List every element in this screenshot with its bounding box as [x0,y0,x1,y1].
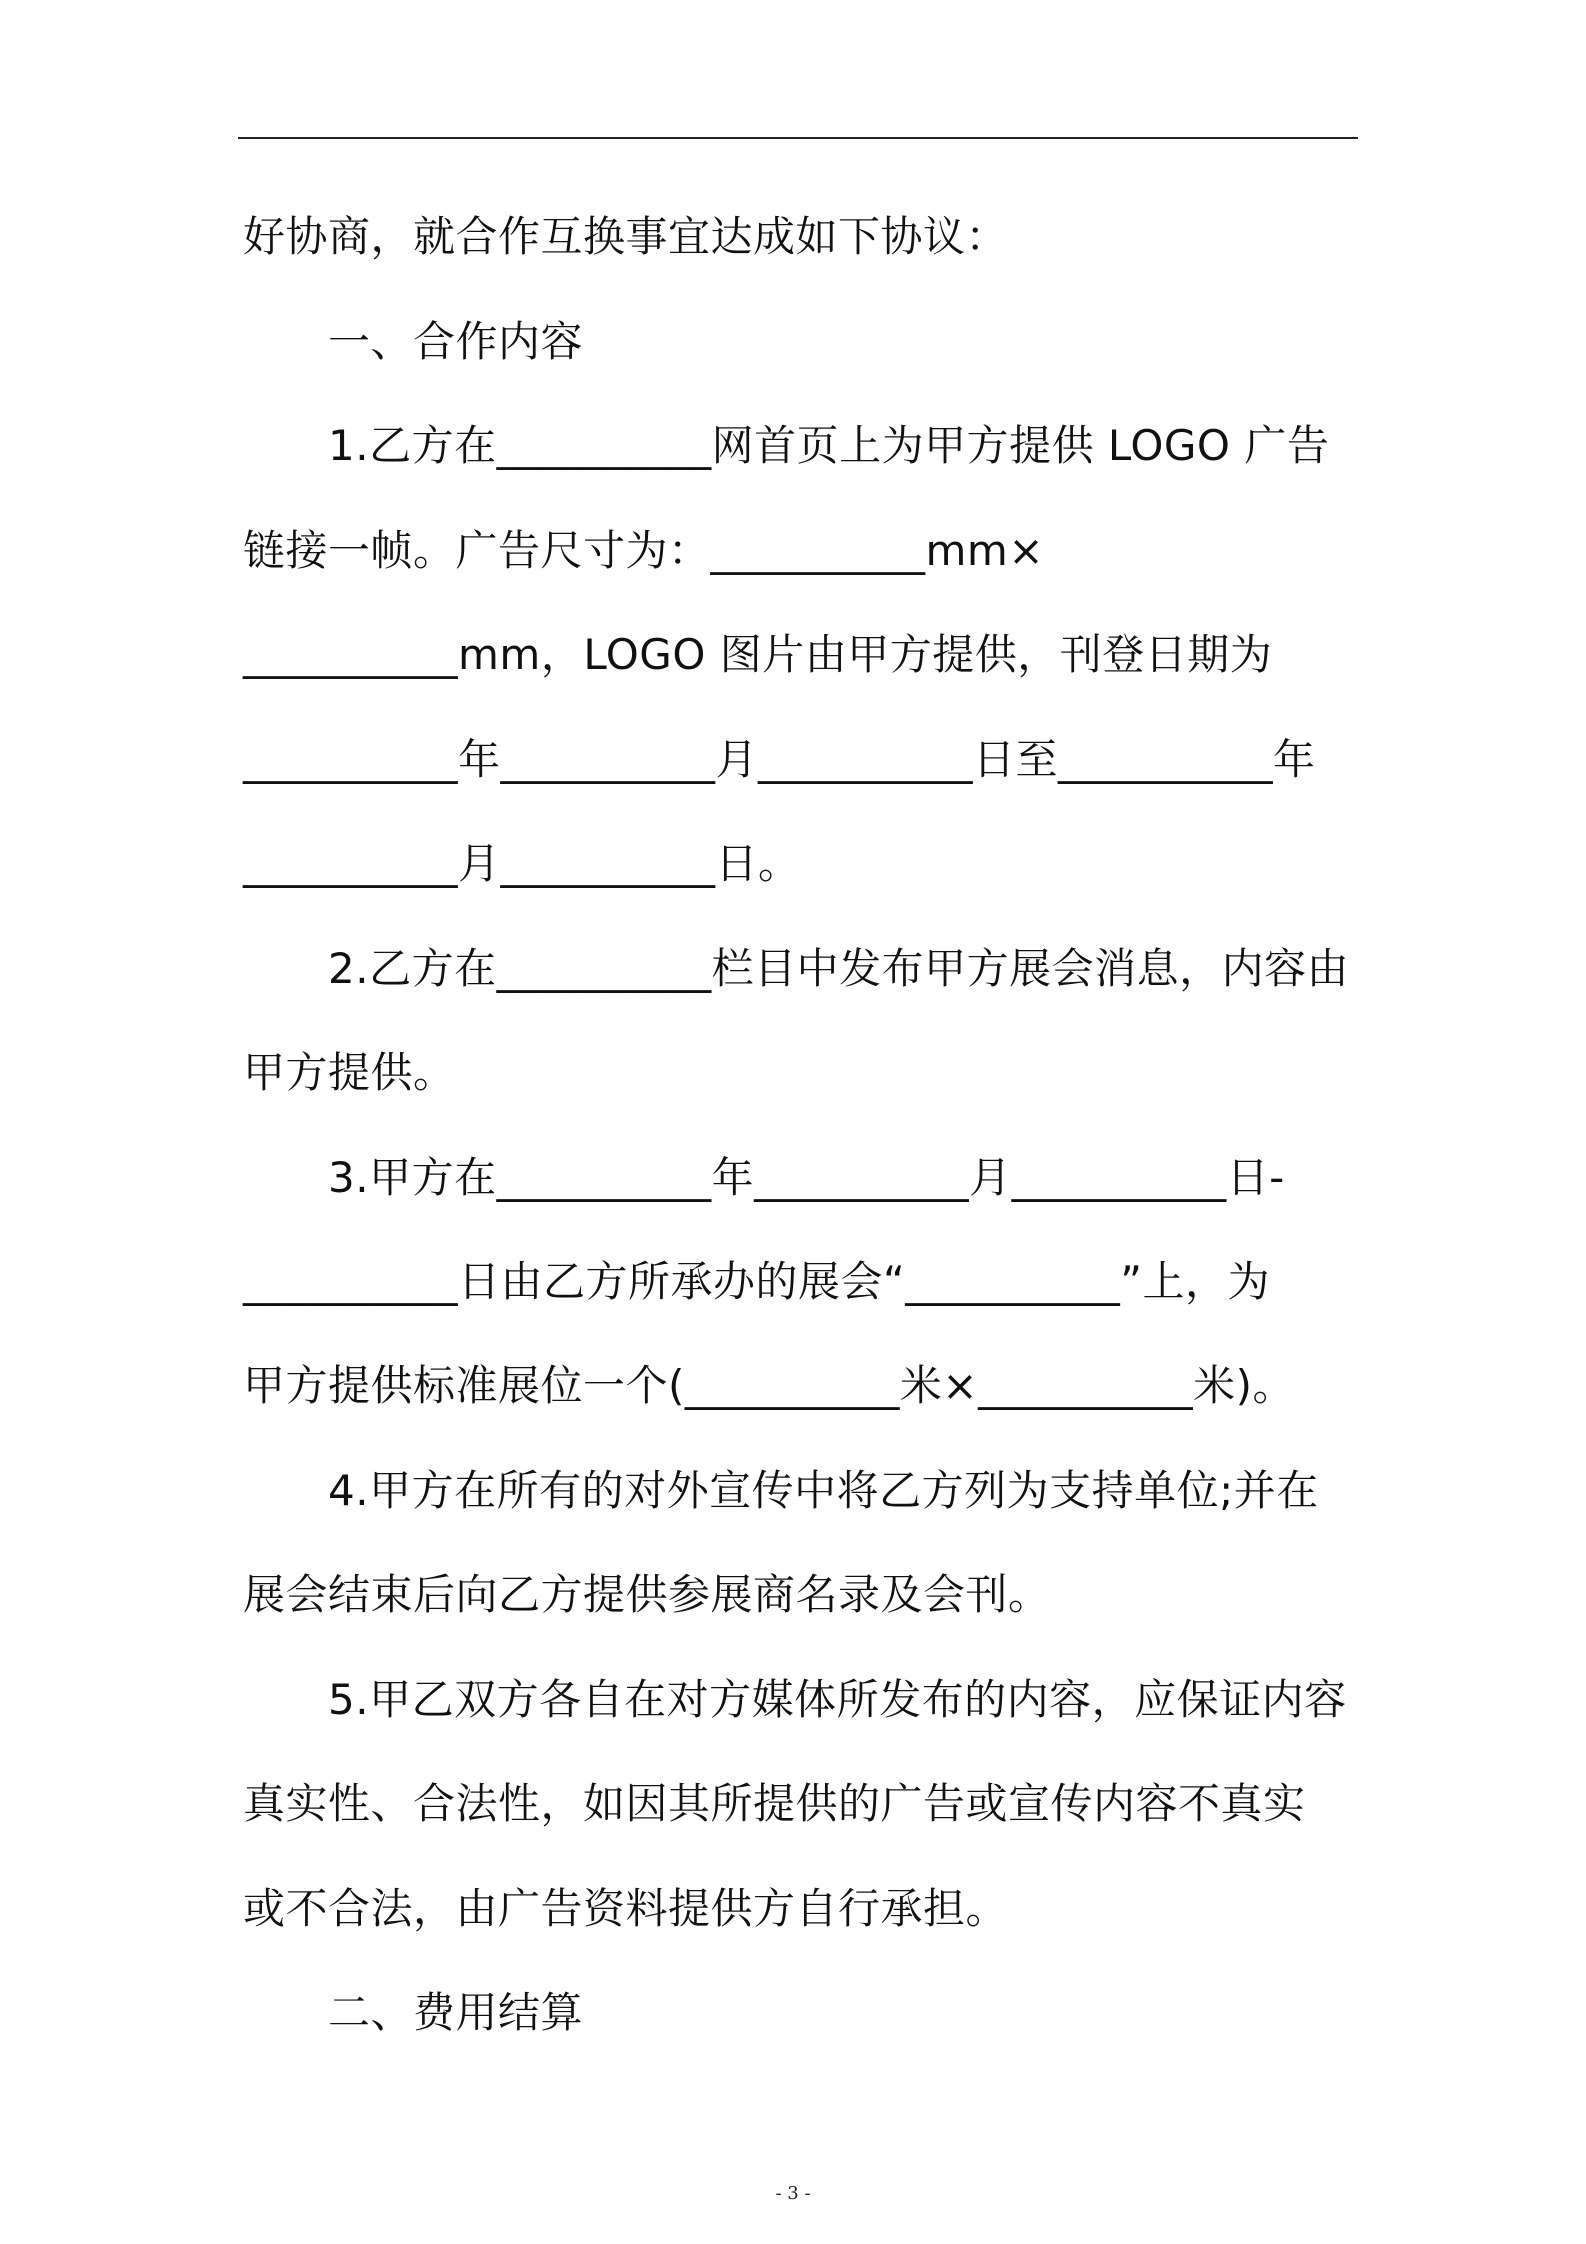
clause-4-line-2: 展会结束后向乙方提供参展商名录及会刊。 [243,1570,1051,1619]
section-heading-cooperation: 一、合作内容 [328,317,584,366]
header-rule [238,137,1358,139]
text-line-1: 好协商，就合作互换事宜达成如下协议： [243,212,1009,261]
clause-2-line-2: 甲方提供。 [243,1048,456,1097]
clause-1-line-2: 链接一帧。广告尺寸为：__________mm× [243,526,1045,575]
clause-5-line-3: 或不合法，由广告资料提供方自行承担。 [243,1884,1009,1933]
clause-3-line-1: 3.甲方在__________年__________月__________日- [328,1153,1285,1202]
clause-1-line-3: __________mm，LOGO 图片由甲方提供，刊登日期为 [243,630,1273,679]
section-heading-settlement: 二、费用结算 [328,1988,584,2037]
clause-5-line-2: 真实性、合法性，如因其所提供的广告或宣传内容不真实 [243,1779,1306,1828]
page-number: - 3 - [775,2183,811,2204]
clause-1-line-1: 1.乙方在__________网首页上为甲方提供 LOGO 广告 [328,421,1330,470]
clause-2-line-1: 2.乙方在__________栏目中发布甲方展会消息，内容由 [328,944,1350,993]
clause-3-line-3: 甲方提供标准展位一个(__________米×__________米)。 [243,1361,1295,1410]
clause-1-line-5: __________月__________日。 [243,839,801,888]
clause-1-line-4: __________年__________月__________日至__________年 [243,735,1316,784]
clause-4-line-1: 4.甲方在所有的对外宣传中将乙方列为支持单位;并在 [328,1466,1319,1515]
clause-3-line-2: __________日由乙方所承办的展会“__________”上，为 [243,1257,1271,1306]
clause-5-line-1: 5.甲乙双方各自在对方媒体所发布的内容，应保证内容 [328,1675,1347,1724]
